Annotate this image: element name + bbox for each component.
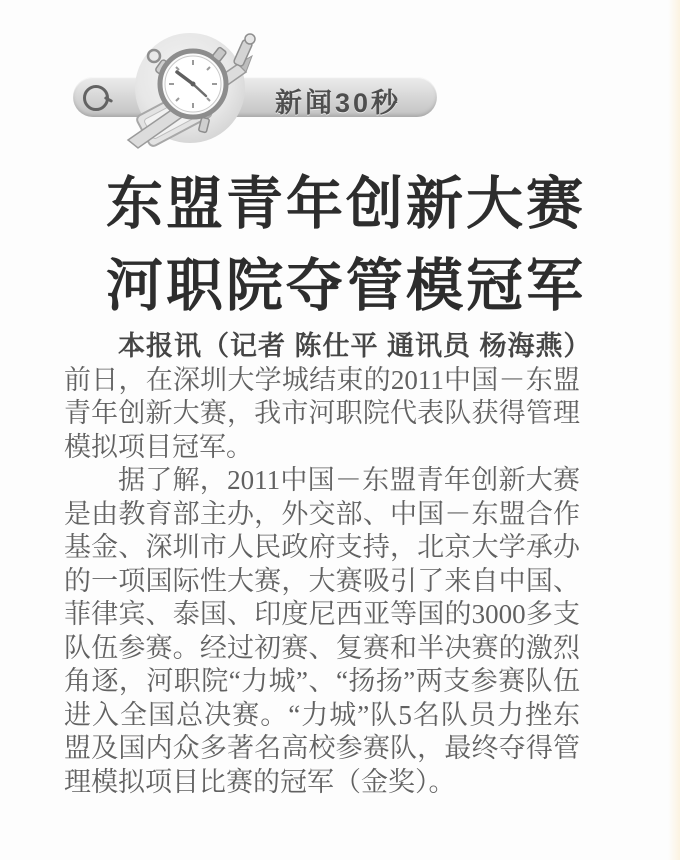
byline: 本报讯（记者 陈仕平 通讯员 杨海燕） — [118, 331, 592, 361]
magnifier-icon — [83, 85, 109, 111]
article-headline — [106, 164, 626, 328]
news-30s-masthead — [0, 0, 680, 160]
masthead-title: 新闻30秒 — [274, 88, 402, 118]
paragraph-detail: 据了解，2011中国－东盟青年创新大赛是由教育部主办，外交部、中国－东盟合作基金、深圳市人民政府支持，北京大学承办的一项国际性大赛，大赛吸引了来自中国、菲律宾、泰国、印度尼西亚等国的3000多支队伍参赛。经过初赛、复赛和半决赛的激烈角逐，河职院“力城”、“扬扬”两支参赛队伍进入全国总决赛。“力城”队5名队员力挫东盟及国内众多著名高校参赛队，最终夺得管理模拟项目比赛的冠军（金奖）。 — [64, 465, 580, 797]
headline-line-1: 东盟青年创新大赛 — [106, 173, 586, 236]
pencil-clip-shape — [233, 34, 255, 67]
paragraph-lead-text: 前日，在深圳大学城结束的2011中国－东盟青年创新大赛，我市河职院代表队获得管理模拟项目冠军。 — [64, 364, 580, 462]
paragraph-lead — [64, 330, 592, 464]
headline-line-2: 河职院夺管模冠军 — [106, 255, 586, 318]
article-body — [64, 330, 592, 799]
